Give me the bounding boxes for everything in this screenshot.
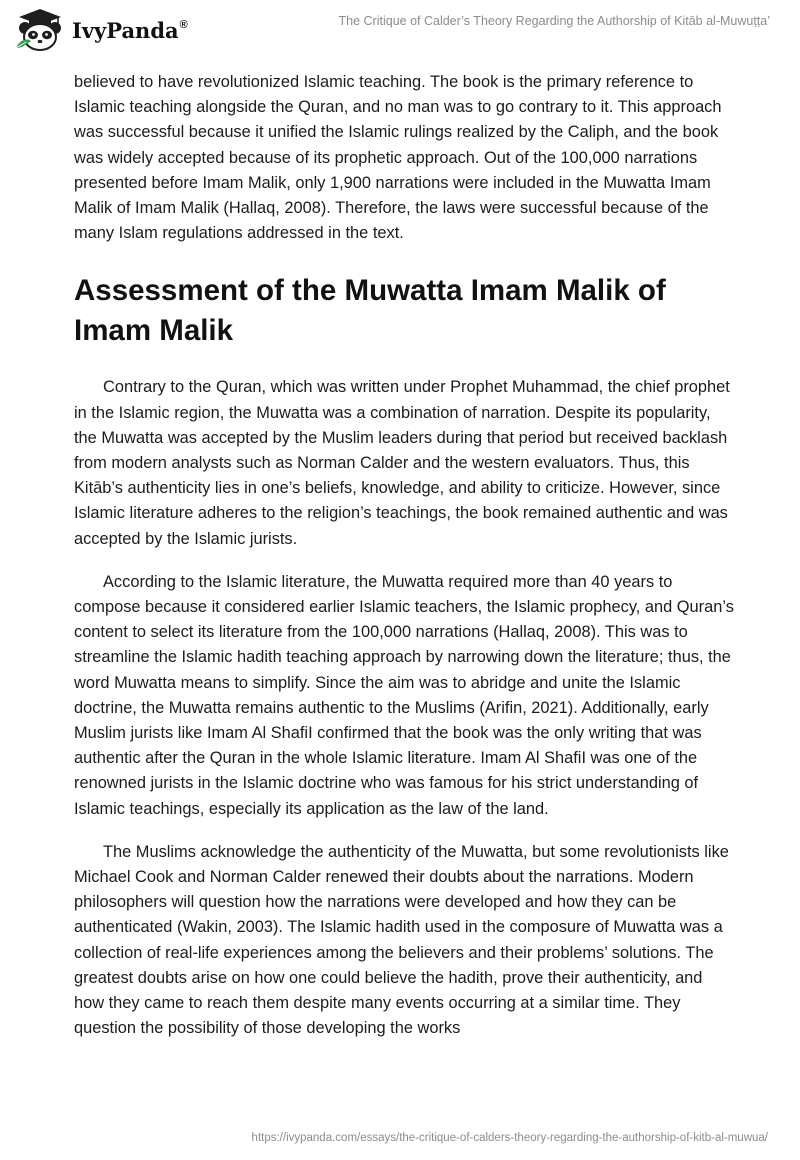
paragraph: According to the Islamic literature, the Muwatta required more than 40 years to compose because it considered earlier Islamic teachers, the Islamic prophecy, and Quran’s content to select its literature from the 100,000 narrations (Hallaq, 2008). This was to streamline the Islamic hadith teaching approach by narrowing down the literature; thus, the word Muwatta means to simplify. Since the aim was to abridge and unite the Islamic doctrine, the Muwatta remains authentic to the Muslims (Arifin, 2021). Additionally, early Muslim jurists like Imam Al ShafiI confirmed that the book was the only writing that was authentic after the Quran in the whole Islamic literature. Imam Al ShafiI was one of the renowned jurists in the Islamic doctrine who was famous for his strict understanding of Islamic teachings, especially its application as the law of the land. [74, 572, 734, 818]
ivypanda-logo[interactable] [14, 8, 188, 52]
panda-graduate-icon [14, 8, 66, 52]
paragraph: believed to have revolutionized Islamic teaching. The book is the primary reference to Islamic teaching alongside the Quran, and no man was to go contrary to it. This approach was successful because it unified the Islamic rulings realized by the Caliph, and the book was widely accepted because of its prophetic approach. Out of the 100,000 narrations presented before Imam Malik, only 1,900 narrations were included in the Muwatta Imam Malik of Imam Malik (Hallaq, 2008). Therefore, the laws were successful because of the many Islam regulations addressed in the text. [74, 73, 722, 243]
paragraph: The Muslims acknowledge the authenticity of the Muwatta, but some revolutionists like Michael Cook and Norman Calder renewed their doubts about the narrations. Modern philosophers will question how the narrations were developed and how they can be authenticated (Wakin, 2003). The Islamic hadith used in the composure of Muwatta was a collection of real-life experiences among the believers and their problems’ solutions. The greatest doubts arise on how one could believe the hadith, prove their authenticity, and how they came to reach them despite many events occurring at a similar time. They question the possibility of those developing the works [74, 842, 729, 1038]
logo-wordmark: IvyPanda® [72, 17, 188, 43]
essay-body [74, 70, 734, 1042]
document-title: The Critique of Calder’s Theory Regarding the Authorship of Kitāb al-Muwuṭṭa’ [338, 14, 770, 28]
section-heading: Assessment of the Muwatta Imam Malik of Imam Malik [74, 274, 666, 348]
page-header [0, 0, 800, 70]
source-url[interactable]: https://ivypanda.com/essays/the-critique-of-calders-theory-regarding-the-authorship-of-kitb-al-muwua/ [251, 1132, 768, 1144]
paragraph: Contrary to the Quran, which was written under Prophet Muhammad, the chief prophet in the Islamic region, the Muwatta was a combination of narration. Despite its popularity, the Muwatta was accepted by the Muslim leaders during that period but received backlash from modern analysts such as Norman Calder and the western evaluators. Thus, this Kitāb’s authenticity lies in one’s beliefs, knowledge, and ability to criticize. However, since Islamic literature adheres to the religion’s teachings, the book remained authentic and was accepted by the Islamic jurists. [74, 378, 730, 548]
